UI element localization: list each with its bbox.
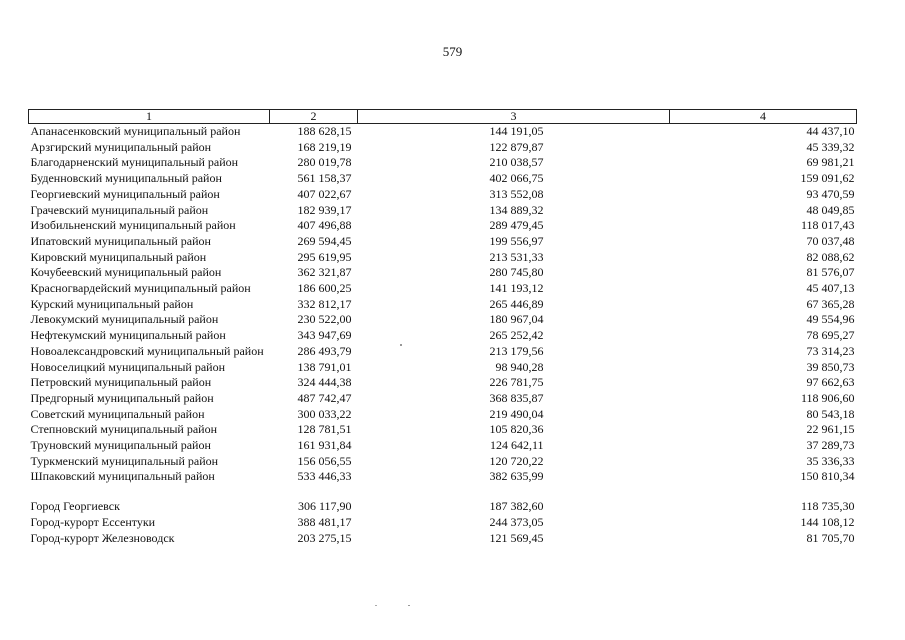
table-row [29, 438, 857, 454]
table-row [29, 344, 857, 360]
table-row [29, 187, 857, 203]
cell-col2: 362 321,87 [297, 265, 352, 280]
cell-col4: 49 554,96 [806, 312, 855, 327]
table-row [29, 360, 857, 376]
cell-col4: 80 543,18 [806, 406, 855, 421]
cell-col3: 382 635,99 [489, 469, 544, 484]
table-row [29, 407, 857, 423]
cell-col4: 93 470,59 [806, 186, 855, 201]
scan-speck [375, 605, 377, 606]
cell-name: Буденновский муниципальный район [30, 171, 222, 186]
table-row [29, 454, 857, 470]
table-row [29, 124, 857, 140]
cell-col4: 69 981,21 [806, 155, 855, 170]
cell-col3: 402 066,75 [489, 171, 544, 186]
table-row [29, 515, 857, 531]
cell-name: Степновский муниципальный район [30, 422, 218, 437]
table-row [29, 499, 857, 515]
cell-col3: 134 889,32 [489, 202, 544, 217]
cell-col4: 78 695,27 [806, 328, 855, 343]
cell-name: Кировский муниципальный район [30, 249, 207, 264]
cell-col4: 35 336,33 [806, 453, 855, 468]
spacer-cell [29, 485, 857, 499]
cell-name: Арзгирский муниципальный район [30, 139, 212, 154]
cell-col3: 226 781,75 [489, 375, 544, 390]
cell-name: Ипатовский муниципальный район [30, 233, 211, 248]
cell-name: Новоалександровский муниципальный район [30, 343, 264, 358]
cell-col4: 22 961,15 [806, 422, 855, 437]
cell-col3: 124 642,11 [489, 438, 544, 453]
cell-col3: 244 373,05 [489, 514, 544, 529]
table-row [29, 203, 857, 219]
cell-col2: 182 939,17 [297, 202, 352, 217]
cell-col2: 138 791,01 [297, 359, 352, 374]
cell-col2: 203 275,15 [297, 530, 352, 545]
cell-col4: 150 810,34 [800, 469, 855, 484]
cell-col3: 121 569,45 [489, 530, 544, 545]
cell-name: Шпаковский муниципальный район [30, 469, 215, 484]
cell-col2: 407 496,88 [297, 218, 352, 233]
cell-name: Грачевский муниципальный район [30, 202, 209, 217]
cell-name: Изобильненский муниципальный район [30, 218, 236, 233]
table-row [29, 265, 857, 281]
cell-name: Новоселицкий муниципальный район [30, 359, 226, 374]
cell-col2: 332 812,17 [297, 296, 352, 311]
cell-col4: 144 108,12 [800, 514, 855, 529]
column-header-2: 2 [270, 110, 358, 124]
table-row [29, 297, 857, 313]
cell-name: Город-курорт Ессентуки [30, 514, 156, 529]
cell-name: Труновский муниципальный район [30, 438, 211, 453]
cell-col3: 368 835,87 [489, 390, 544, 405]
cell-col2: 186 600,25 [297, 281, 352, 296]
cell-col4: 81 705,70 [806, 530, 855, 545]
cell-col2: 343 947,69 [297, 328, 352, 343]
column-header-1: 1 [29, 110, 270, 124]
spacer-row [29, 485, 857, 499]
cell-name: Туркменский муниципальный район [30, 453, 219, 468]
table-row [29, 281, 857, 297]
cell-col3: 210 038,57 [489, 155, 544, 170]
cell-col2: 295 619,95 [297, 249, 352, 264]
cell-col3: 265 446,89 [489, 296, 544, 311]
cell-col3: 213 179,56 [489, 343, 544, 358]
cell-col3: 105 820,36 [489, 422, 544, 437]
cell-col2: 388 481,17 [297, 514, 352, 529]
cell-col4: 48 049,85 [806, 202, 855, 217]
cell-col4: 73 314,23 [806, 343, 855, 358]
cell-col3: 265 252,42 [489, 328, 544, 343]
cell-col3: 180 967,04 [489, 312, 544, 327]
table-row [29, 391, 857, 407]
cell-name: Город Георгиевск [30, 499, 120, 514]
cell-name: Левокумский муниципальный район [30, 312, 219, 327]
cell-col2: 168 219,19 [297, 139, 352, 154]
cell-col2: 269 594,45 [297, 233, 352, 248]
cell-col3: 187 382,60 [489, 499, 544, 514]
cell-col4: 45 407,13 [806, 281, 855, 296]
cell-col4: 82 088,62 [806, 249, 855, 264]
cell-col2: 487 742,47 [297, 390, 352, 405]
cell-col3: 144 191,05 [489, 124, 544, 138]
header-row [29, 110, 857, 124]
cell-name: Красногвардейский муниципальный район [30, 281, 251, 296]
table-row [29, 140, 857, 156]
cell-name: Апанасенковский муниципальный район [30, 124, 241, 138]
table-row [29, 171, 857, 187]
cell-name: Георгиевский муниципальный район [30, 186, 220, 201]
cell-col2: 156 056,55 [297, 453, 352, 468]
page-number: 579 [442, 44, 463, 59]
cell-name: Нефтекумский муниципальный район [30, 328, 226, 343]
table-row [29, 234, 857, 250]
table-row [29, 531, 857, 547]
cell-col3: 219 490,04 [489, 406, 544, 421]
cell-col2: 280 019,78 [297, 155, 352, 170]
cell-col3: 122 879,87 [489, 139, 544, 154]
cell-col4: 118 735,30 [800, 499, 855, 514]
cell-name: Предгорный муниципальный район [30, 390, 214, 405]
cell-col4: 97 662,63 [806, 375, 855, 390]
cell-col3: 289 479,45 [489, 218, 544, 233]
cell-col2: 128 781,51 [297, 422, 352, 437]
table-row [29, 312, 857, 328]
cell-col2: 161 931,84 [297, 438, 352, 453]
column-header-3: 3 [358, 110, 670, 124]
cell-col3: 120 720,22 [489, 453, 544, 468]
cell-col4: 67 365,28 [806, 296, 855, 311]
table-row [29, 469, 857, 485]
cell-col2: 188 628,15 [297, 124, 352, 138]
cell-col4: 118 017,43 [800, 218, 855, 233]
cell-col4: 81 576,07 [806, 265, 855, 280]
cell-col2: 300 033,22 [297, 406, 352, 421]
table-row [29, 250, 857, 266]
cell-name: Советский муниципальный район [30, 406, 205, 421]
table-header [29, 110, 857, 124]
cell-name: Город-курорт Железноводск [30, 530, 175, 545]
data-table [28, 109, 857, 546]
cell-col4: 118 906,60 [800, 390, 855, 405]
cell-col3: 313 552,08 [489, 186, 544, 201]
cell-col4: 70 037,48 [806, 233, 855, 248]
table-row [29, 422, 857, 438]
scan-speck [400, 344, 402, 346]
cell-col3: 199 556,97 [489, 233, 544, 248]
table-row [29, 375, 857, 391]
cell-col2: 407 022,67 [297, 186, 352, 201]
cell-col3: 98 940,28 [495, 359, 544, 374]
cell-col2: 561 158,37 [297, 171, 352, 186]
cell-col4: 45 339,32 [806, 139, 855, 154]
column-header-4: 4 [670, 110, 857, 124]
cell-col4: 39 850,73 [806, 359, 855, 374]
table-body [29, 124, 857, 547]
cell-col2: 533 446,33 [297, 469, 352, 484]
cell-col2: 306 117,90 [297, 499, 352, 514]
table-row [29, 155, 857, 171]
cell-name: Курский муниципальный район [30, 296, 194, 311]
cell-col4: 37 289,73 [806, 438, 855, 453]
cell-col3: 280 745,80 [489, 265, 544, 280]
cell-col3: 141 193,12 [489, 281, 544, 296]
cell-col2: 286 493,79 [297, 343, 352, 358]
data-table-container [28, 109, 856, 546]
cell-name: Петровский муниципальный район [30, 375, 212, 390]
table-row [29, 328, 857, 344]
cell-col2: 230 522,00 [297, 312, 352, 327]
table-row [29, 218, 857, 234]
cell-col3: 213 531,33 [489, 249, 544, 264]
cell-name: Кочубеевский муниципальный район [30, 265, 222, 280]
cell-col2: 324 444,38 [297, 375, 352, 390]
cell-col4: 44 437,10 [806, 124, 855, 138]
scan-speck [408, 605, 410, 606]
cell-name: Благодарненский муниципальный район [30, 155, 239, 170]
cell-col4: 159 091,62 [800, 171, 855, 186]
